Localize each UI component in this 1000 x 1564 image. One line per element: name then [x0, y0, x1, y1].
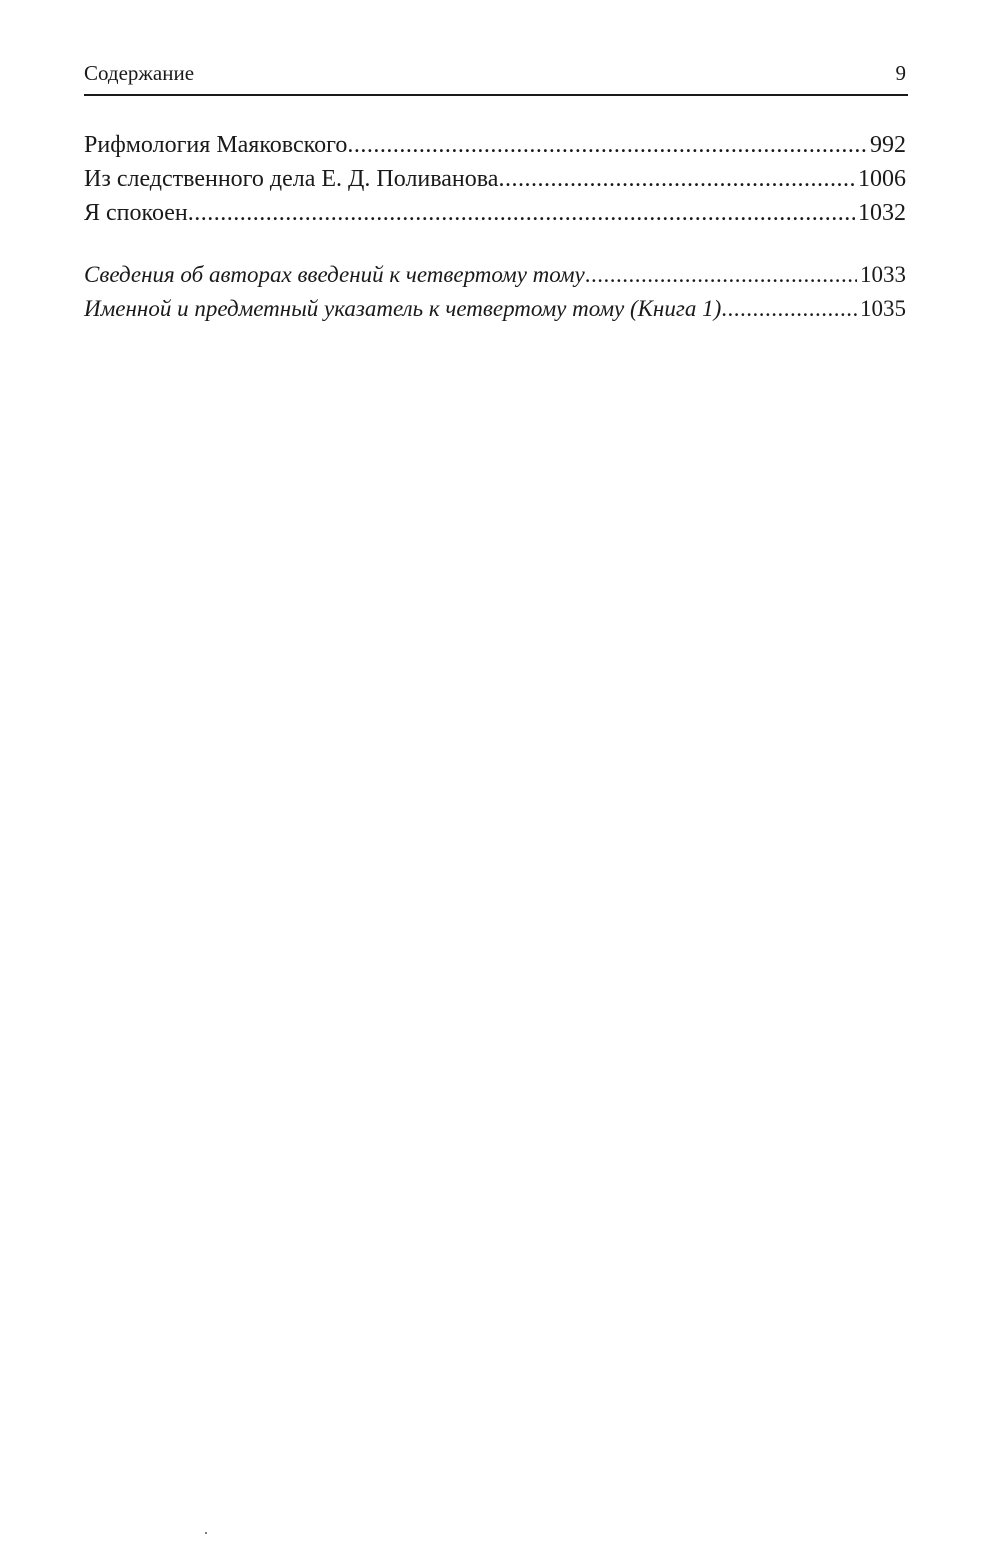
header-rule [84, 94, 908, 96]
toc-entry-page: 1035 [860, 296, 906, 321]
toc-entry-page: 1033 [860, 262, 906, 287]
dot-leader [585, 258, 857, 292]
running-head-title: Содержание [84, 61, 195, 85]
toc-entry-index [84, 292, 906, 326]
toc-entry-calm [84, 196, 906, 230]
toc-entry-authors [84, 258, 906, 292]
toc-entry-title: Именной и предметный указатель к четвертому тому (Книга 1) [84, 296, 722, 321]
print-speck [205, 1532, 207, 1534]
toc-entry-title: Из следственного дела Е. Д. Поливанова [84, 166, 499, 192]
toc-entry-page: 1006 [858, 166, 906, 192]
toc-entry-title: Рифмология Маяковского [84, 132, 348, 158]
toc-appendix-list [84, 258, 906, 326]
dot-leader [498, 162, 855, 196]
dot-leader [721, 292, 857, 326]
toc-entry-title: Сведения об авторах введений к четвертому тому [84, 262, 585, 287]
toc-entry-rhymology [84, 128, 906, 162]
dot-leader [347, 128, 867, 162]
toc-entry-page: 992 [870, 132, 906, 158]
toc-main-list [84, 128, 906, 230]
page-number: 9 [895, 61, 906, 85]
toc-entry-investigation [84, 162, 906, 196]
toc-entry-page: 1032 [858, 200, 906, 226]
running-head [84, 58, 906, 88]
dot-leader [188, 196, 855, 230]
toc-entry-title: Я спокоен [84, 200, 188, 226]
